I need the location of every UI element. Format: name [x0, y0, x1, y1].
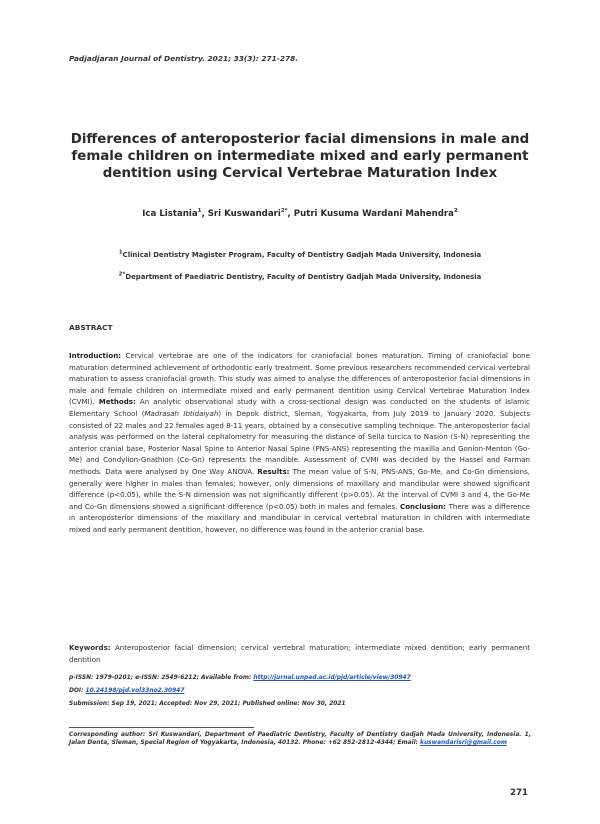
title-line: female children on intermediate mixed and early permanent — [71, 149, 529, 164]
abstract-section-label: Conclusion: — [400, 501, 446, 511]
corresponding-author-text: Corresponding author: Sri Kuswandari, Department of Paediatric Dentistry, Faculty of Dentistry Gadjah Mada University, Indonesia. 1, Jalan Denta, Sleman, Special Region of Yogyakarta, Indonesia, 40132. Phone: +62 852-2812-4344; Email: — [69, 732, 531, 747]
article-title — [60, 131, 540, 182]
title-line: dentition using Cervical Vertebrae Maturation Index — [102, 166, 498, 181]
abstract-heading: ABSTRACT — [69, 323, 113, 332]
abstract-section-label: Results: — [257, 466, 290, 476]
abstract-text: ) in Depok district, Sleman, Yogyakarta, from July 2019 to January 2020. Subjects consisted of 22 males and 22 females aged 8-11 years, obtained by a consecutive sampling technique. The anteroposterior facial analysis was performed on the lateral cephalometry for measuring the distance of Sella turcica to Nasion (S-N) representing the anterior cranial base, Posterior Nasal Spine to Anterior Nasal Spine (PNS-ANS) representing the maxilla and Gonion-Menton (Go-Me) and Condylion-Gnathion (Co-Gn) represents the mandible. Assessment of CVMI was decided by the Hassel and Farman methods. Data were analysed by One Way ANOVA. — [69, 408, 530, 476]
affiliation — [60, 251, 540, 259]
author-affiliation-mark: 1 — [197, 208, 202, 215]
abstract-section-label: Methods: — [98, 397, 136, 407]
keywords-label: Keywords: — [69, 643, 111, 652]
author-list — [60, 209, 540, 219]
abstract-text: There was a difference in anteroposterior dimensions of the maxillary and mandibular in cervical vertebral maturation in children with intermediate mixed and early permanent dentition, however, no difference was found in the anterior cranial base. — [69, 501, 530, 534]
affiliation — [60, 273, 540, 281]
corresponding-author-note — [69, 731, 531, 748]
doi-label: DOI: — [69, 688, 86, 694]
issn-line — [69, 674, 539, 682]
keywords — [69, 642, 530, 665]
author-affiliation-mark: 2* — [280, 208, 288, 215]
author-name: Ica Listania — [142, 209, 198, 219]
submission-dates: Submission: Sep 19, 2021; Accepted: Nov 29, 2021; Published online: Nov 30, 2021 — [69, 701, 346, 707]
page-number: 271 — [510, 788, 528, 798]
author-separator: , — [287, 209, 294, 219]
doi-link[interactable]: 10.24198/pjd.vol33no2.30947 — [85, 688, 185, 694]
abstract-body — [69, 350, 530, 536]
abstract-text: Cervical vertebrae are one of the indicators for craniofacial bones maturation. Timing of craniofacial bone maturation determined achievement of orthodontic early treatment. Some previous researchers recommended cervical vertebral maturation to assess craniofacial growth. This study was aimed to analyse the differences of anteroposterior facial dimensions in male and female children on intermediate mixed and early permanent dentition using Cervical Vertebrae Maturation Index (CVMI). — [69, 351, 530, 407]
author-name: Putri Kusuma Wardani Mahendra — [293, 209, 454, 219]
title-line: Differences of anteroposterior facial dimensions in male and — [70, 132, 530, 147]
article-url-link[interactable]: http://jurnal.unpad.ac.id/pjd/article/view/30947 — [253, 675, 411, 681]
author-affiliation-mark: 2 — [453, 208, 458, 215]
affiliation-mark: 1 — [118, 249, 123, 256]
email-link[interactable]: kuswandarisri@gmail.com — [420, 740, 507, 747]
affiliation-mark: 2* — [118, 271, 126, 278]
author-separator: , — [201, 209, 208, 219]
abstract-text: The mean value of S-N, PNS-ANS, Go-Me, and Co-Gn dimensions, generally were higher in males than females; however, only dimensions of maxillary and mandibular were showed significant difference (p<0.05), while the S-N dimension was not significantly different (p>0.05). At the interval of CVMI 3 and 4, the Go-Me and Co-Gn dimensions showed a significant difference (p<0.05) both in males and females. — [69, 466, 530, 511]
footnote-divider — [69, 727, 254, 728]
issn-text: p-ISSN: 1979-0201; e-ISSN: 2549-6212; Available from: — [69, 675, 254, 681]
journal-header: Padjadjaran Journal of Dentistry. 2021; 33(3): 271-278. — [69, 54, 299, 63]
author-name: Sri Kuswandari — [207, 209, 281, 219]
keywords-text: Anteroposterior facial dimension; cervical vertebral maturation; intermediate mixed dentition; early permanent dentition — [69, 643, 530, 664]
abstract-section-label: Introduction: — [69, 351, 122, 360]
abstract-text: An analytic observational study with a cross-sectional design was conducted on the students of Islamic Elementary School ( — [69, 397, 530, 418]
affiliation-text: Department of Paediatric Dentistry, Faculty of Dentistry Gadjah Mada University, Indonesia — [125, 273, 482, 281]
abstract-italic-term: Madrasah Ibtidaiyah — [144, 408, 219, 418]
affiliation-text: Clinical Dentistry Magister Program, Faculty of Dentistry Gadjah Mada University, Indonesia — [122, 251, 482, 259]
doi-line — [69, 687, 539, 695]
